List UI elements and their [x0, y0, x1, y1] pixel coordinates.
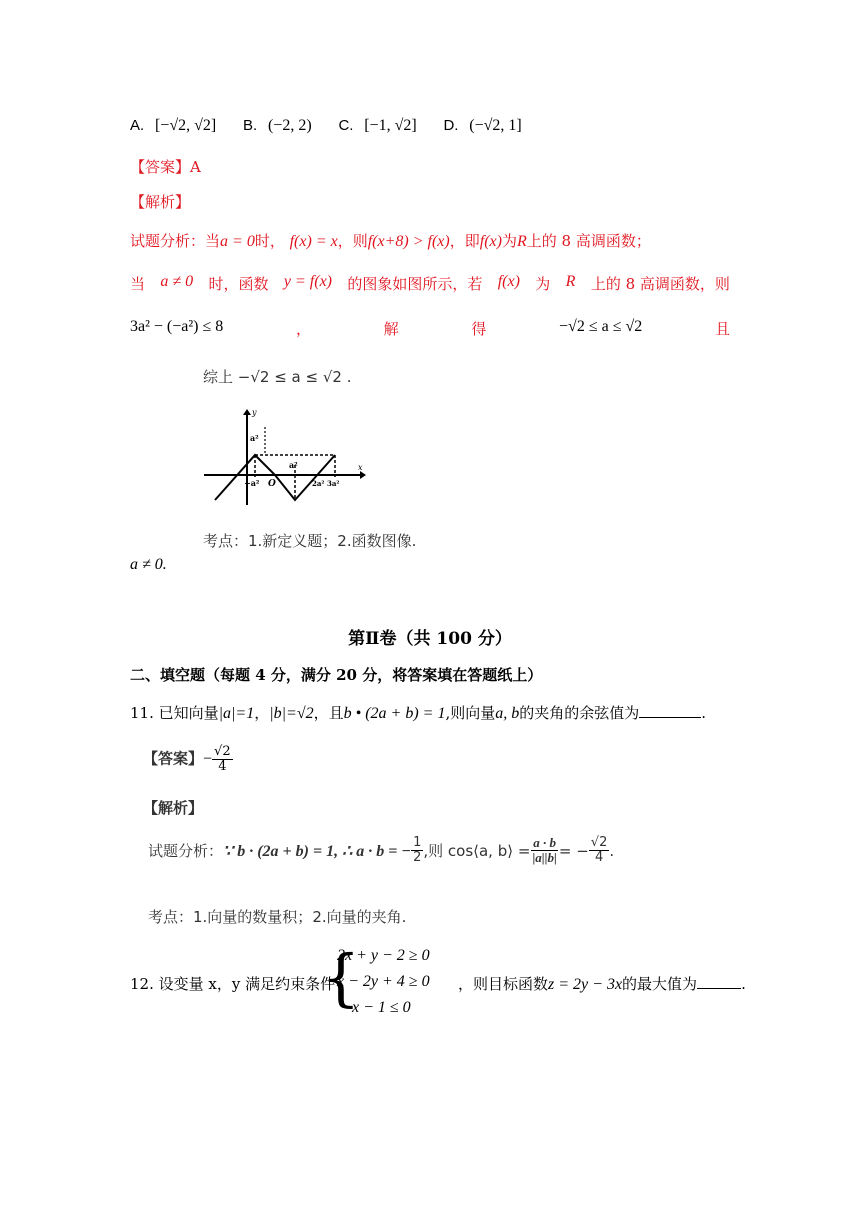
graph-label-3a2: 3a² [327, 479, 340, 488]
q12-rest [458, 973, 746, 994]
math: R [516, 233, 527, 250]
text: 11. 已知向量 [130, 704, 219, 722]
text: 得 [471, 320, 487, 338]
q11-question [130, 702, 706, 723]
q12-text-a: 12. 设变量 x，y 满足约束条件 [130, 975, 336, 993]
text: 时，函数 [208, 275, 269, 293]
function-graph-figure [200, 405, 370, 510]
result-fraction [589, 836, 610, 865]
numerator: √2 [214, 744, 231, 759]
q11-analysis [148, 836, 614, 865]
text: 试题分析：当 [130, 232, 221, 250]
answer-fraction [212, 745, 233, 774]
text: 当 [130, 275, 146, 293]
text: ，则目标函数 [458, 975, 549, 993]
graph-label-y: y [252, 408, 257, 417]
option-b-value: (−2, 2) [267, 117, 312, 134]
numerator: a · b [533, 835, 557, 850]
option-c-value: [−1, √2] [364, 117, 417, 134]
math: f(x) = x [289, 233, 338, 250]
q11-kaodian: 考点：1.向量的数量积；2.向量的夹角. [148, 908, 407, 926]
text: 试题分析： [148, 842, 224, 860]
math: R [565, 273, 576, 290]
x-axis-arrow [360, 471, 366, 479]
constraint-brace: { [321, 941, 361, 1014]
text: 上的 8 高调函数，则 [590, 275, 730, 293]
graph-label-neg-a2: −a² [244, 478, 260, 488]
text: . [741, 975, 746, 993]
answer-label: 【答案】 [143, 749, 204, 768]
option-b-label: B. [243, 117, 258, 134]
constraint-2: x − 2y + 4 ≥ 0 [337, 973, 430, 990]
text: 解 [383, 320, 399, 338]
y-axis-arrow [243, 409, 251, 415]
q10-answer-label: 【答案】A [130, 158, 201, 176]
q10-analysis-line-1 [130, 230, 651, 251]
text: 的图象如图所示，若 [347, 275, 483, 293]
option-d-value: (−√2, 1] [469, 117, 522, 134]
answer-blank [639, 717, 701, 718]
q10-analysis-label: 【解析】 [130, 193, 191, 211]
option-a-label: A. [130, 117, 145, 134]
math: a ≠ 0 [160, 273, 194, 290]
math: − [203, 750, 213, 768]
math: −√2 ≤ a ≤ √2 [559, 318, 643, 335]
math: f(x) [479, 233, 502, 250]
numerator: 1 [413, 835, 422, 850]
graph-label-origin: O [268, 479, 276, 489]
math: y = f(x) [283, 273, 332, 290]
math: |a|=1 [218, 705, 255, 722]
text: = − [558, 841, 589, 860]
text: ， [254, 704, 270, 722]
section-subtitle: 二、填空题（每题 4 分，满分 20 分，将答案填在答题纸上） [130, 666, 543, 684]
section-title: 第Ⅱ卷（共 100 分） [348, 629, 512, 649]
text: 的最大值为 [622, 975, 698, 993]
q11-answer [143, 745, 233, 774]
text: . [609, 841, 615, 860]
q10-tail: a ≠ 0. [130, 556, 167, 573]
graph-label-x: x [358, 463, 363, 472]
denominator: 4 [218, 759, 227, 774]
text: ，且 [313, 704, 344, 722]
text: ，即 [449, 232, 480, 250]
option-c-label: C. [338, 117, 354, 134]
math: z = 2y − 3x [548, 976, 623, 993]
denominator: 2 [413, 850, 422, 865]
q11-analysis-label: 【解析】 [143, 799, 204, 817]
math: b • (2a + b) = 1 [343, 705, 446, 722]
constraint-1: 2x + y − 2 ≥ 0 [337, 947, 430, 964]
answer-blank [697, 988, 741, 989]
numerator: √2 [590, 835, 608, 850]
text: 为 [501, 232, 517, 250]
option-a-value: [−√2, √2] [154, 117, 217, 134]
denominator: |a||b| [532, 850, 557, 865]
text: 的夹角的余弦值为 [519, 704, 640, 722]
math: |b|=√2 [269, 705, 314, 722]
graph-curve [215, 455, 335, 500]
option-d-label: D. [443, 117, 459, 134]
math: a = 0 [220, 233, 255, 250]
denominator: 4 [594, 850, 604, 865]
text: ， [295, 320, 311, 338]
text: 为 [535, 275, 551, 293]
math: ∵ b · (2a + b) = 1, ∴ a · b = − [223, 842, 412, 860]
q10-summary: 综上 −√2 ≤ a ≤ √2 . [203, 368, 352, 386]
text: 且 [714, 320, 730, 338]
graph-label-a2-mid: a² [289, 460, 298, 470]
text: . [701, 704, 707, 722]
text: ，则 [337, 232, 368, 250]
graph-label-2a2: 2a² [312, 479, 325, 488]
q10-analysis-line-2 [130, 273, 730, 294]
graph-label-a2-top: a² [250, 433, 259, 443]
text: 上的 8 高调函数； [526, 232, 651, 250]
text: ,则向量 [445, 704, 496, 722]
half-fraction [411, 836, 423, 865]
cos-fraction [530, 836, 558, 865]
math: f(x) [497, 273, 520, 290]
math: 3a² − (−a²) ≤ 8 [130, 318, 224, 335]
math: a, b [495, 705, 520, 722]
q10-analysis-line-3 [130, 318, 730, 339]
math: f(x+8) > f(x) [367, 233, 450, 250]
text: 时， [254, 232, 285, 250]
q10-kaodian: 考点：1.新定义题；2.函数图像. [203, 532, 417, 550]
text: ,则 cos⟨a, b⟩ = [423, 842, 531, 860]
options-line [130, 116, 522, 135]
constraint-3: x − 1 ≤ 0 [352, 999, 411, 1016]
